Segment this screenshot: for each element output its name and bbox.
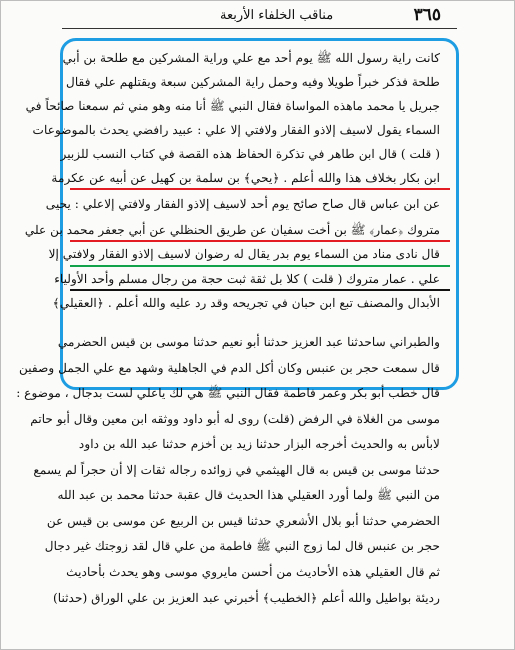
text-line: كانت راية رسول الله ﷺ يوم أحد مع علي وراية المشركين مع طلحة بن أبي: [62, 51, 440, 65]
text-line: ثم قال العقيلي هذه الأحاديث من أحسن مايروي موسى وهو يحدث بأحاديث: [66, 565, 440, 579]
text-line: السماء يقول لاسيف إلاذو الفقار ولافتي إلا علي : عبيد رافضي يحدث بالموضوعات: [32, 123, 440, 137]
header-rule: [62, 28, 457, 29]
red-underline: [70, 240, 450, 242]
text-line: قال نادى مناد من السماء يوم بدر يقال له رضوان لاسيف إلاذو الفقار ولافتي إلا: [48, 247, 440, 261]
text-line: حجر بن عنبس قال لما زوج النبي ﷺ فاطمة من علي قال لقد زوجتك غير دجال: [44, 539, 440, 553]
text-line: عن ابن عباس قال صاح صائح يوم أحد لاسيف إلاذو الفقار ولافتي إلاعلي : يحيى: [45, 197, 440, 211]
text-line: موسى من الغلاة في الرفض (قلت) روى له أبو داود ووثقه ابن معين وقال أبو حاتم: [30, 412, 440, 426]
text-line: طلحة فذكر خبراً طويلا وفيه وحمل راية المشركين سبعة ويقتلهم علي فقال: [65, 75, 440, 89]
text-line: الأبدال والمصنف تبع ابن حبان في تجريحه وقد رد عليه والله أعلم . ﴿العقيلي﴾: [52, 296, 440, 310]
text-line: لابأس به والحديث أخرجه البزار حدثنا زيد بن أخزم حدثنا عبد الله بن داود: [78, 437, 440, 451]
text-line: ابن بكار بخلاف هذا والله أعلم . ﴿يحي﴾ بن سلمة بن كهيل عن أبيه عن عكرمة: [51, 171, 440, 185]
text-line: قال خطب أبو بكر وعمر فاطمة فقال النبي ﷺ هي لك ياعلي لست بدجال ، موضوع :: [16, 386, 440, 400]
red-underline: [70, 188, 450, 190]
text-line: متروك ﴿عمار﴾ ﷺ بن أخت سفيان عن طريق الحنظلي عن أبي جعفر محمد بن علي: [24, 223, 440, 237]
black-underline: [70, 289, 450, 291]
text-line: من النبي ﷺ ولما أورد العقيلي هذا الحديث قال عقبة حدثنا محمد بن عبد الله: [57, 488, 440, 502]
text-line: قال سمعت حجر بن عنبس وكان أكل الدم في الجاهلية وشهد مع علي الجمل وصفين: [18, 361, 440, 375]
text-line: حدثنا موسى بن قيس به قال الهيثمي في زوائده رجاله ثقات إلا أن حجراً لم يسمع: [33, 463, 440, 477]
text-line: ( قلت ) قال ابن طاهر في تذكرة الحفاظ هذه القصة في كتاب النسب للزبير: [60, 147, 440, 161]
text-line: الحضرمي حدثنا أبو بلال الأشعري حدثنا قيس بن الربيع عن موسى بن قيس عن: [46, 514, 440, 528]
running-header: [60, 5, 455, 29]
page-number: ٣٦٥: [413, 5, 441, 25]
text-line: جبريل يا محمد ماهذه المواساة فقال النبي ﷺ أنا منه وهو مني ثم سمعنا صائحاً في: [25, 99, 440, 113]
green-underline: [70, 265, 450, 267]
text-line: علي . عمار متروك ( قلت ) كلا بل ثقة ثبت حجة من رجال مسلم وأحد الأولياء: [54, 272, 440, 286]
running-title: مناقب الخلفاء الأربعة: [220, 8, 334, 23]
text-line: والطبراني ساحدثنا عبد العزيز حدثنا أبو نعيم حدثنا موسى بن قيس الحضرمي: [57, 335, 440, 349]
text-line: رديئة بواطيل والله أعلم ﴿الخطيب﴾ أخبرني عبد العزيز بن علي الوراق (حدثنا): [53, 591, 440, 605]
